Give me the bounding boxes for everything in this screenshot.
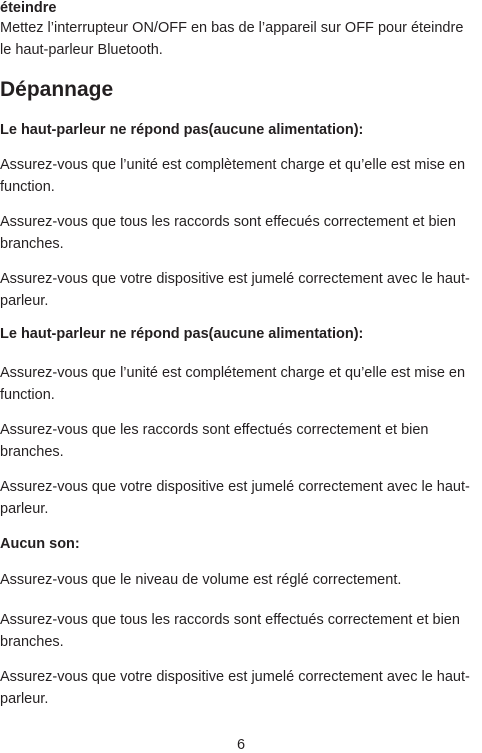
troubleshoot-heading-no-power-1: Le haut-parleur ne répond pas(aucune alimentation): [0,122,364,138]
troubleshoot-tip: Assurez-vous que tous les raccords sont effectués correctement et bien branches. [0,612,460,650]
troubleshoot-tip: Assurez-vous que votre dispositive est jumelé correctement avec le haut-parleur. [0,669,470,707]
intro-heading: éteindre [0,0,57,16]
troubleshoot-tip: Assurez-vous que l’unité est complétement charge et qu’elle est mise en function. [0,365,466,403]
troubleshoot-heading-no-power-2: Le haut-parleur ne répond pas(aucune alimentation): [0,326,364,342]
troubleshoot-tip: Assurez-vous que le niveau de volume est réglé correctement. [0,572,402,588]
intro-paragraph: Mettez l’interrupteur ON/OFF en bas de l’appareil sur OFF pour éteindre le haut-parleur Bluetooth. [0,20,464,58]
troubleshoot-tip: Assurez-vous que votre dispositive est jumelé correctement avec le haut-parleur. [0,271,470,309]
troubleshoot-heading-no-sound: Aucun son: [0,536,80,552]
troubleshoot-tip: Assurez-vous que l’unité est complètement charge et qu’elle est mise en function. [0,157,466,195]
troubleshoot-tip: Assurez-vous que tous les raccords sont effecués correctement et bien branches. [0,214,456,252]
section-title: Dépannage [0,78,114,101]
troubleshoot-tip: Assurez-vous que votre dispositive est jumelé correctement avec le haut-parleur. [0,479,470,517]
troubleshoot-tip: Assurez-vous que les raccords sont effectués correctement et bien branches. [0,422,429,460]
page-number: 6 [236,737,246,753]
